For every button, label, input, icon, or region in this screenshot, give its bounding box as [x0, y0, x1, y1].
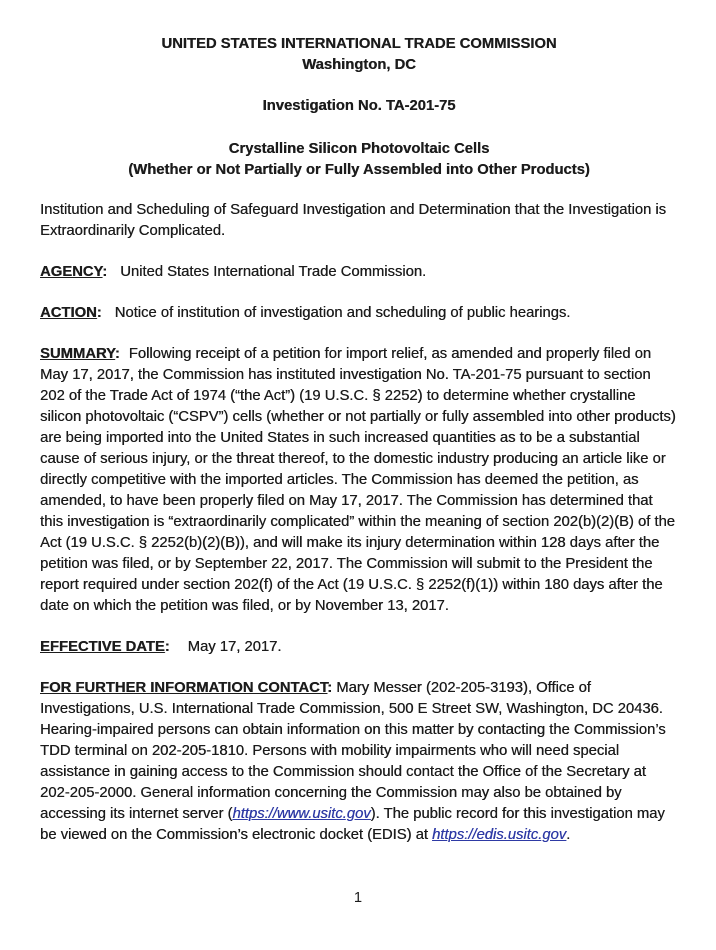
agency-label: AGENCY:: [40, 264, 108, 280]
contact-text-1: Mary Messer (202-205-3193), Office of Investigations, U.S. International Trade Commission, 500 E Street SW, Washington, DC 20436. Hearing-impaired persons can obtain information on this matter by contacting the Commission’s TDD terminal on 202-205-1810. Persons with mobility impairments who will need special assistance in gaining access to the Commission should contact the Office of the Secretary at 202-205-2000. General information concerning the Commission may also be obtained by accessing its internet server (: [40, 680, 666, 822]
summary-text: Following receipt of a petition for import relief, as amended and properly filed on May 17, 2017, the Commission has instituted investigation No. TA-201-75 pursuant to section 202 of the Trade Act of 1974 (“the Act”) (19 U.S.C. § 2252) to determine whether crystalline silicon photovoltaic (“CSPV”) cells (whether or not partially or fully assembled into other products) are being imported into the United States in such increased quantities as to be a substantial cause of serious injury, or the threat thereof, to the domestic industry producing an article like or directly competitive with the imported articles. The Commission has deemed the petition, as amended, to have been properly filed on May 17, 2017. The Commission has determined that this investigation is “extraordinarily complicated” within the meaning of section 202(b)(2)(B) of the Act (19 U.S.C. § 2252(b)(2)(B)), and will make its injury determination within 128 days after the petition was filed, or by September 22, 2017. The Commission will submit to the President the report required under section 202(f) of the Act (19 U.S.C. § 2252(f)(1)) within 180 days after the date on which the petition was filed, or by November 13, 2017.: [40, 346, 676, 614]
page-number: 1: [353, 890, 363, 906]
agency-text: United States International Trade Commission.: [120, 264, 427, 280]
subject-subtitle: (Whether or Not Partially or Fully Assembled into Other Products): [128, 162, 590, 178]
effective-date-text: May 17, 2017.: [187, 639, 282, 655]
contact-section: [40, 678, 678, 846]
effective-date-section: [40, 637, 678, 658]
action-section: [40, 303, 678, 324]
contact-text-2: ). The public record for this investigation may be viewed on the Commission’s electronic docket (EDIS) at: [40, 806, 665, 843]
agency-section: [40, 262, 678, 283]
investigation-number: Investigation No. TA-201-75: [262, 98, 456, 114]
action-text: Notice of institution of investigation and scheduling of public hearings.: [114, 305, 571, 321]
action-label: ACTION:: [40, 305, 102, 321]
edis-link[interactable]: https://edis.usitc.gov: [432, 827, 567, 843]
effective-date-label: EFFECTIVE DATE:: [40, 639, 170, 655]
contact-label: FOR FURTHER INFORMATION CONTACT:: [40, 680, 333, 696]
commission-location: Washington, DC: [302, 57, 416, 73]
subject-title: Crystalline Silicon Photovoltaic Cells: [228, 141, 490, 157]
intro-paragraph: Institution and Scheduling of Safeguard Investigation and Determination that the Investigation is Extraordinarily Complicated.: [40, 202, 666, 239]
contact-text-3: .: [566, 827, 571, 843]
usitc-link[interactable]: https://www.usitc.gov: [232, 806, 371, 822]
commission-title: UNITED STATES INTERNATIONAL TRADE COMMISSION: [161, 36, 557, 52]
summary-section: [40, 344, 678, 617]
summary-label: SUMMARY:: [40, 346, 120, 362]
